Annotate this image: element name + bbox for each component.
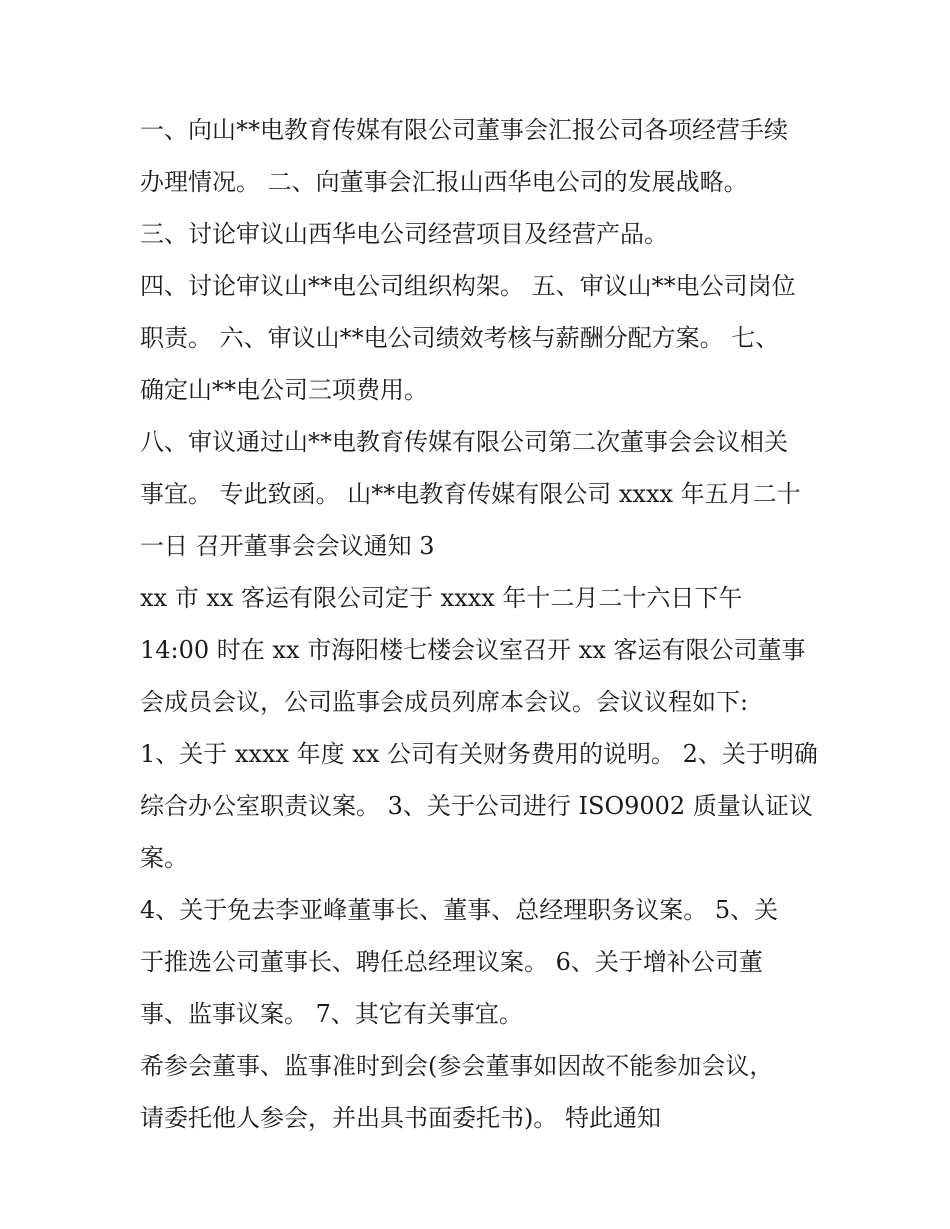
text-line: 三、讨论审议山西华电公司经营项目及经营产品。 xyxy=(140,220,668,248)
text-line: 14:00 时在 xx 市海阳楼七楼会议室召开 xx 客运有限公司董事 xyxy=(140,636,806,664)
text-line: 1、关于 xxxx 年度 xx 公司有关财务费用的说明。 2、关于明确 xyxy=(140,740,818,768)
text-line: 事宜。 专此致函。 山**电教育传媒有限公司 xxxx 年五月二十 xyxy=(140,480,801,508)
document-body xyxy=(140,104,830,1144)
text-line: 一、向山**电教育传媒有限公司董事会汇报公司各项经营手续 xyxy=(140,116,788,144)
text-line: 四、讨论审议山**电公司组织构架。 五、审议山**电公司岗位 xyxy=(140,272,796,300)
text-line: 综合办公室职责议案。 3、关于公司进行 ISO9002 质量认证议 xyxy=(140,792,813,820)
text-line: xx 市 xx 客运有限公司定于 xxxx 年十二月二十六日下午 xyxy=(140,584,743,612)
text-line: 一日 召开董事会会议通知 3 xyxy=(140,532,435,560)
text-line: 职责。 六、审议山**电公司绩效考核与薪酬分配方案。 七、 xyxy=(140,324,780,352)
text-line: 希参会董事、监事准时到会(参会董事如因故不能参加会议， xyxy=(140,1052,774,1080)
text-line: 事、监事议案。 7、其它有关事宜。 xyxy=(140,1000,523,1028)
text-line: 4、关于免去李亚峰董事长、董事、总经理职务议案。 5、关 xyxy=(140,896,779,924)
text-line: 于推选公司董事长、聘任总经理议案。 6、关于增补公司董 xyxy=(140,948,763,976)
text-line: 案。 xyxy=(140,844,188,872)
text-line: 会成员会议，公司监事会成员列席本会议。会议议程如下: xyxy=(140,688,749,716)
text-line: 八、审议通过山**电教育传媒有限公司第二次董事会会议相关 xyxy=(140,428,788,456)
text-line: 确定山**电公司三项费用。 xyxy=(140,376,428,404)
text-line: 办理情况。 二、向董事会汇报山西华电公司的发展战略。 xyxy=(140,168,748,196)
text-line: 请委托他人参会，并出具书面委托书)。 特此通知 xyxy=(140,1104,661,1132)
